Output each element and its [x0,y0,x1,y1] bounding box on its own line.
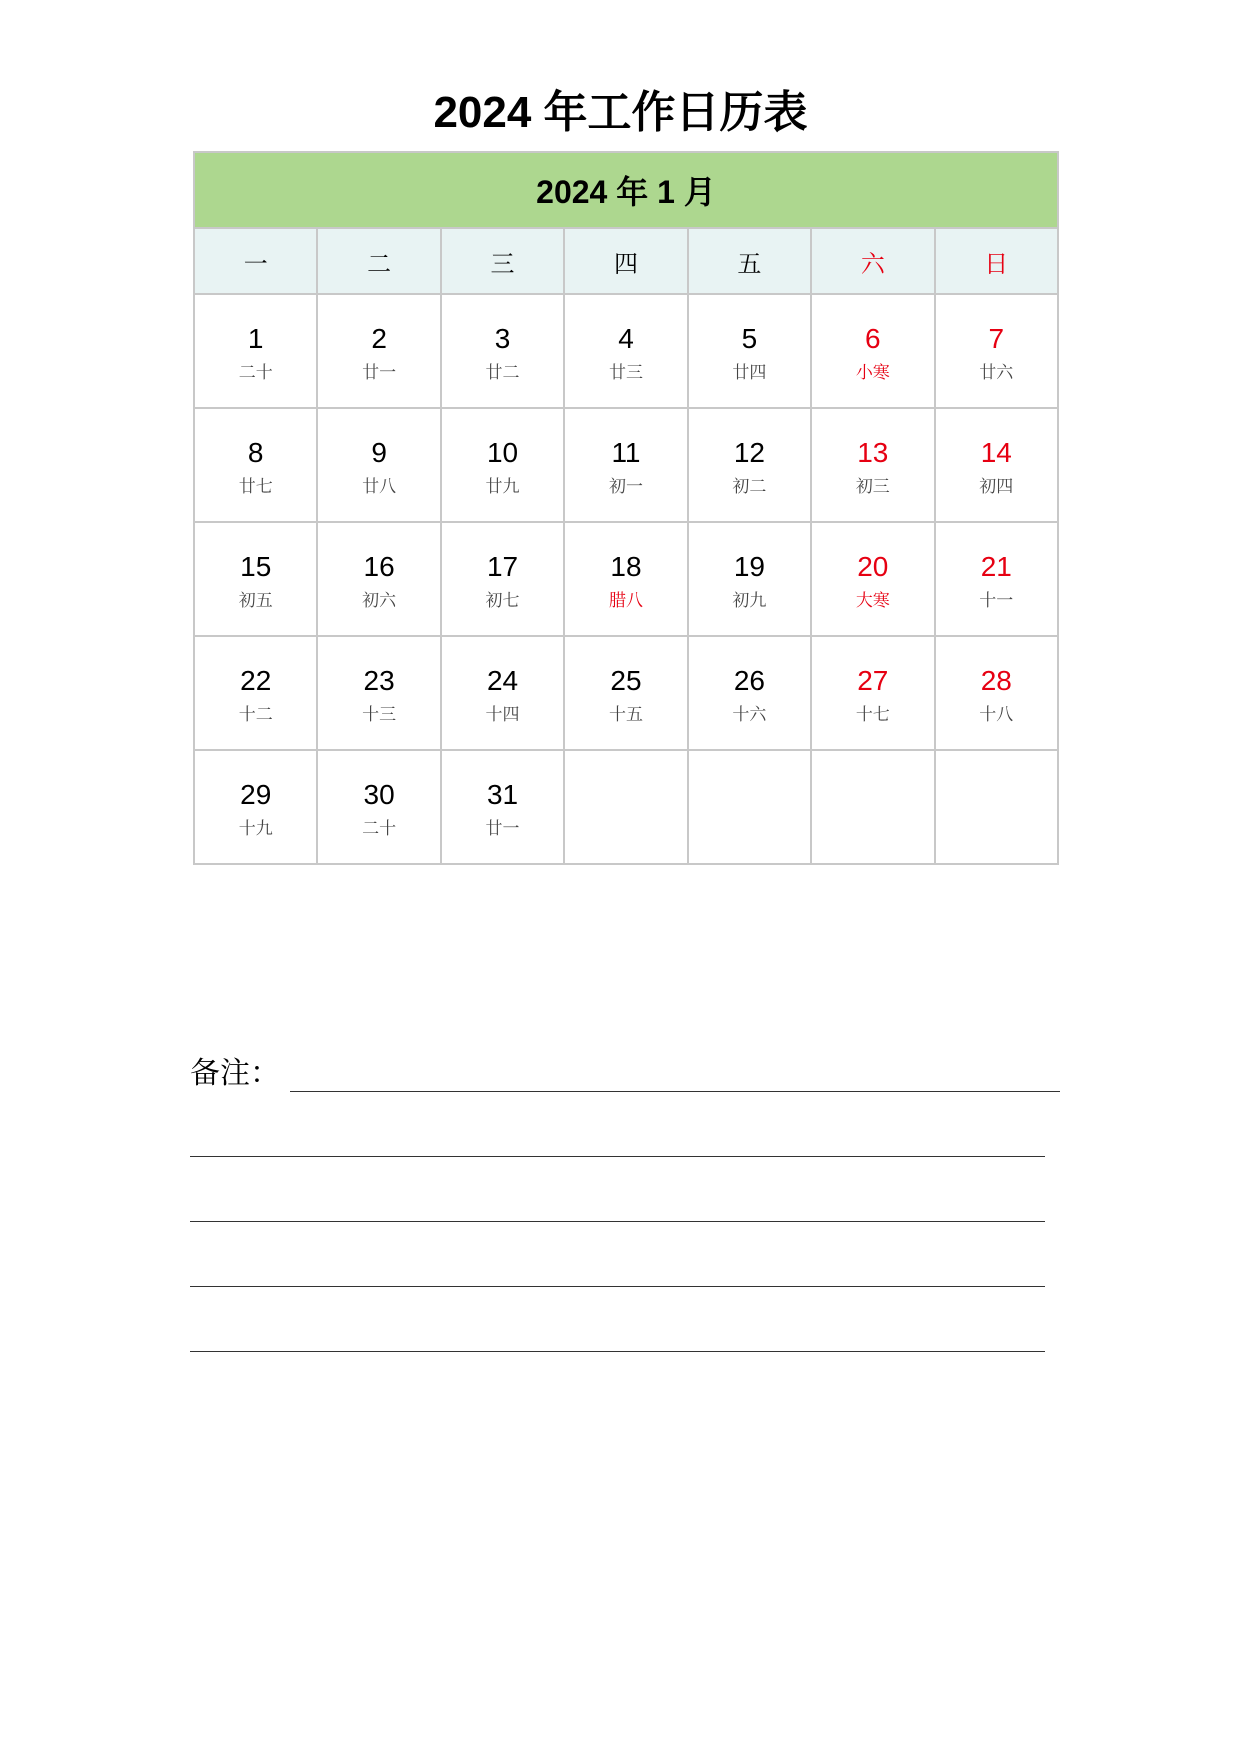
notes-line[interactable] [190,1287,1045,1352]
week-row [194,294,1058,408]
day-cell[interactable] [935,294,1058,408]
day-cell[interactable] [564,408,687,522]
calendar-body [194,294,1058,864]
lunar-date: 十三 [362,705,397,725]
day-cell[interactable] [688,294,811,408]
lunar-festival: 小寒 [855,363,890,383]
day-cell[interactable] [317,408,440,522]
day-number: 14 [980,437,1012,468]
day-cell[interactable] [317,636,440,750]
day-number: 25 [610,665,642,696]
day-number: 10 [486,437,519,468]
day-number: 31 [486,779,519,810]
day-number: 4 [618,323,634,354]
day-number: 29 [240,779,272,810]
day-cell[interactable] [688,636,811,750]
empty-day-cell [935,750,1058,864]
day-number: 16 [363,551,395,582]
lunar-date: 十二 [238,705,273,725]
day-cell[interactable] [194,294,317,408]
day-number: 2 [371,323,387,354]
day-cell[interactable] [194,522,317,636]
day-number: 1 [247,323,264,354]
empty-day-cell [811,750,934,864]
day-number: 28 [980,665,1012,696]
day-number: 23 [363,665,395,696]
lunar-date: 初四 [979,477,1014,497]
day-cell[interactable] [811,636,934,750]
day-cell[interactable] [317,750,440,864]
lunar-date: 廿四 [732,363,767,383]
day-number: 19 [733,551,765,582]
week-row [194,522,1058,636]
day-number: 17 [486,551,519,582]
weekday-fri: 五 [688,228,811,294]
day-number: 13 [857,437,889,468]
day-number: 18 [610,551,642,582]
lunar-date: 廿七 [238,477,273,497]
day-number: 6 [865,323,881,354]
day-number: 12 [733,437,765,468]
day-cell[interactable] [688,408,811,522]
day-cell[interactable] [688,522,811,636]
day-cell[interactable] [811,408,934,522]
notes-first-row [190,1050,1060,1092]
lunar-date: 廿六 [979,363,1014,383]
lunar-date: 十一 [979,591,1014,611]
weekday-wed: 三 [441,228,564,294]
day-number: 26 [733,665,765,696]
lunar-festival: 大寒 [855,591,890,611]
day-number: 27 [857,665,889,696]
lunar-date: 廿九 [485,477,520,497]
lunar-date: 初七 [485,591,520,611]
notes-label: 备注： [190,1056,280,1091]
day-number: 5 [741,323,758,354]
day-cell[interactable] [935,408,1058,522]
week-row [194,750,1058,864]
day-cell[interactable] [811,294,934,408]
lunar-date: 十六 [732,705,767,725]
day-cell[interactable] [441,750,564,864]
lunar-date: 廿三 [608,363,643,383]
empty-day-cell [564,750,687,864]
day-cell[interactable] [935,522,1058,636]
day-cell[interactable] [811,522,934,636]
day-cell[interactable] [194,750,317,864]
notes-line[interactable] [190,1222,1045,1287]
weekday-thu: 四 [564,228,687,294]
day-number: 22 [240,665,272,696]
day-number: 7 [988,323,1005,354]
lunar-date: 廿二 [485,363,520,383]
day-number: 30 [363,779,395,810]
weekday-sun: 日 [935,228,1058,294]
weekday-mon: 一 [194,228,317,294]
day-number: 21 [980,551,1012,582]
lunar-date: 十九 [238,819,273,839]
day-cell[interactable] [317,522,440,636]
day-cell[interactable] [441,408,564,522]
weekday-row [194,228,1058,294]
lunar-date: 初三 [855,477,890,497]
lunar-date: 廿八 [362,477,397,497]
lunar-date: 十七 [855,705,890,725]
notes-line[interactable] [290,1061,1060,1092]
day-number: 3 [494,323,511,354]
empty-day-cell [688,750,811,864]
lunar-date: 初九 [732,591,767,611]
lunar-date: 初五 [238,591,273,611]
lunar-date: 十四 [485,705,520,725]
lunar-date: 初一 [608,477,643,497]
day-number: 24 [486,665,519,696]
lunar-date: 二十 [238,363,273,383]
day-cell[interactable] [564,294,687,408]
calendar-table [193,151,1059,865]
lunar-date: 初二 [732,477,767,497]
day-number: 15 [240,551,272,582]
month-header: 2024 年 1 月 [194,152,1058,228]
notes-line[interactable] [190,1092,1045,1157]
day-cell[interactable] [194,408,317,522]
day-cell[interactable] [564,522,687,636]
day-cell[interactable] [441,636,564,750]
week-row [194,636,1058,750]
day-cell[interactable] [194,636,317,750]
lunar-date: 廿一 [362,363,397,383]
notes-section [190,1050,1060,1352]
lunar-date: 二十 [362,819,397,839]
day-number: 11 [611,437,641,468]
weekday-sat: 六 [811,228,934,294]
lunar-date: 十八 [979,705,1014,725]
week-row [194,408,1058,522]
day-cell[interactable] [441,294,564,408]
lunar-festival: 腊八 [608,591,643,611]
page-title: 2024 年工作日历表 [433,88,808,137]
day-number: 20 [857,551,889,582]
lunar-date: 廿一 [485,819,520,839]
day-cell[interactable] [441,522,564,636]
day-cell[interactable] [564,636,687,750]
day-number: 9 [371,437,387,468]
day-cell[interactable] [317,294,440,408]
day-cell[interactable] [935,636,1058,750]
weekday-tue: 二 [317,228,440,294]
lunar-date: 十五 [608,705,643,725]
notes-line[interactable] [190,1157,1045,1222]
lunar-date: 初六 [362,591,397,611]
day-number: 8 [247,437,264,468]
